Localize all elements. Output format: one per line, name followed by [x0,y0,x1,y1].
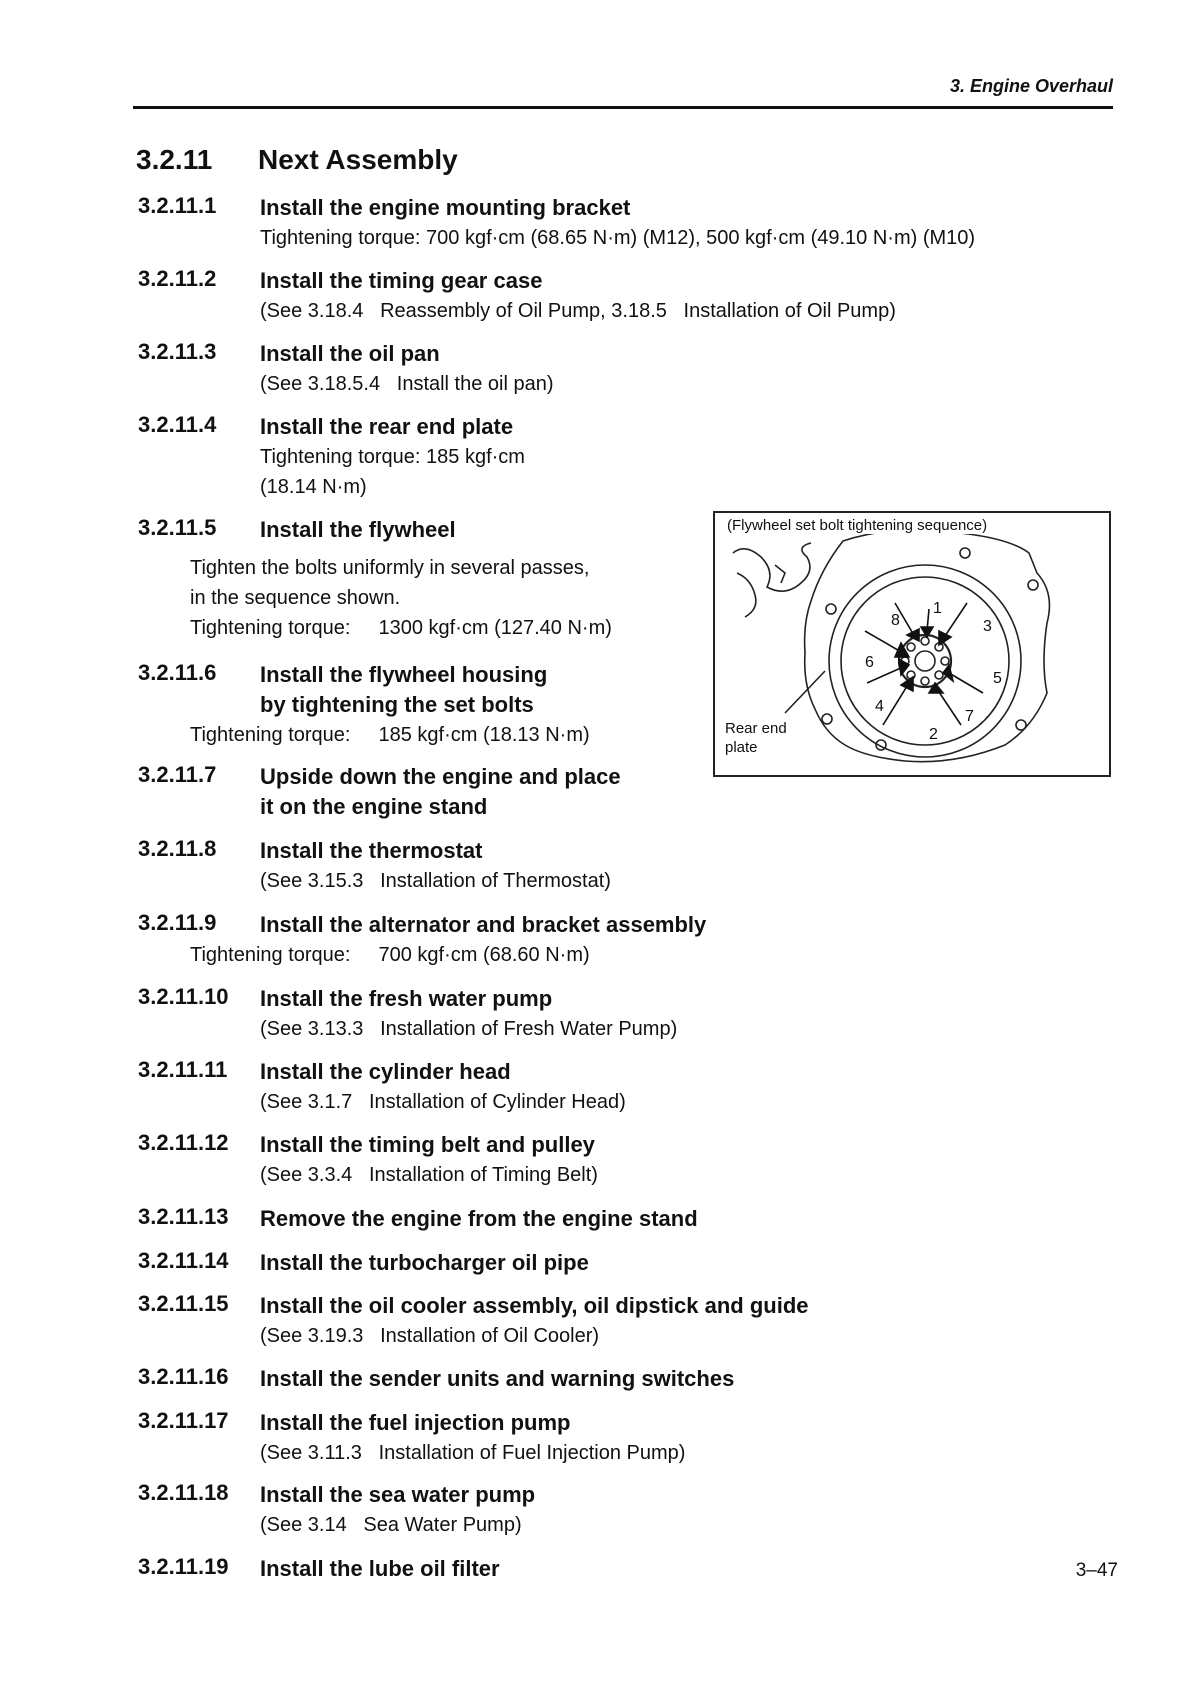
flywheel-center [915,651,935,671]
torque-value: 1300 kgf·cm (127.40 N·m) [378,617,612,639]
bolt-sequence-number: 2 [929,726,938,743]
step-lube-oil-filter [138,1554,1098,1584]
bolt-sequence-number: 8 [891,612,900,629]
step-timing-gear-case [138,266,1098,326]
rear-end-plate-label [725,719,787,757]
step-detail: (18.14 N·m) [260,476,367,498]
section-title: Next Assembly [258,144,458,175]
flywheel-outer-ring [829,565,1021,757]
torque-label: Tightening torque: [190,617,351,639]
engine-block-outline [733,543,811,591]
torque-label: Tightening torque: [190,724,351,746]
header-rule [133,106,1113,109]
step-detail: Tightening torque: 185 kgf·cm [260,446,525,468]
bolt-sequence-number: 3 [983,618,992,635]
step-title: Install the fuel injection pump [260,1410,571,1435]
step-detail: (See 3.13.3 Installation of Fresh Water Pump) [260,1018,678,1040]
step-detail: Tighten the bolts uniformly in several passes, [190,557,590,579]
step-detail: (See 3.1.7 Installation of Cylinder Head) [260,1091,626,1113]
torque-value: 185 kgf·cm (18.13 N·m) [378,724,590,746]
step-title: Install the flywheel housing [260,662,548,687]
step-number: 3.2.11.2 [138,266,217,291]
step-title: Install the sender units and warning switches [260,1366,735,1391]
step-timing-belt [138,1130,1098,1190]
page-number: 3–47 [1075,1560,1118,1581]
step-turbocharger-oil-pipe [138,1248,1098,1278]
step-title: Install the rear end plate [260,414,514,439]
step-cylinder-head [138,1057,1098,1117]
step-number: 3.2.11.6 [138,660,217,685]
step-sender-units [138,1364,1098,1394]
step-title-continued: it on the engine stand [260,794,488,819]
step-number: 3.2.11.16 [138,1364,229,1389]
step-rear-end-plate [138,412,1098,502]
step-detail: (See 3.18.4 Reassembly of Oil Pump, 3.18.5 Installation of Oil Pump) [260,300,896,322]
step-alternator [138,910,1098,970]
step-detail: (See 3.3.4 Installation of Timing Belt) [260,1164,598,1186]
step-detail: (See 3.15.3 Installation of Thermostat) [260,870,611,892]
step-remove-engine [138,1204,1098,1234]
torque-spec [190,940,1098,970]
step-title: Install the cylinder head [260,1059,511,1084]
step-title: Install the oil pan [260,341,440,366]
bolt-sequence-number: 7 [965,708,974,725]
step-title: Install the flywheel [260,517,456,542]
step-number: 3.2.11.17 [138,1408,229,1433]
step-number: 3.2.11.19 [138,1554,229,1579]
rear-end-plate-label-line1: Rear end [725,720,787,737]
step-title: Install the timing belt and pulley [260,1132,595,1157]
rear-end-plate-label-line2: plate [725,739,758,756]
step-detail: (See 3.11.3 Installation of Fuel Injection Pump) [260,1442,686,1464]
step-title: Remove the engine from the engine stand [260,1206,698,1231]
step-detail: (See 3.14 Sea Water Pump) [260,1514,522,1536]
flywheel-figure [713,511,1111,777]
step-title: Install the alternator and bracket assembly [260,912,707,937]
step-number: 3.2.11.12 [138,1130,229,1155]
step-number: 3.2.11.7 [138,762,217,787]
step-number: 3.2.11.11 [138,1057,228,1082]
step-number: 3.2.11.10 [138,984,229,1009]
step-number: 3.2.11.4 [138,412,217,437]
step-thermostat [138,836,1098,896]
bolt-sequence-number: 1 [933,600,942,617]
step-number: 3.2.11.5 [138,515,217,540]
running-header: 3. Engine Overhaul [949,76,1113,96]
section-number: 3.2.11 [136,144,213,175]
step-number: 3.2.11.3 [138,339,217,364]
step-title: Install the oil cooler assembly, oil dipstick and guide [260,1293,809,1318]
step-number: 3.2.11.9 [138,910,217,935]
bolt-sequence-number: 5 [993,670,1002,687]
step-title: Upside down the engine and place [260,764,621,789]
step-title-continued: by tightening the set bolts [260,692,534,717]
step-number: 3.2.11.18 [138,1480,229,1505]
torque-label: Tightening torque: [190,944,351,966]
bolt-sequence-number: 4 [875,698,884,715]
torque-value: 700 kgf·cm (68.60 N·m) [378,944,590,966]
step-engine-mounting-bracket [138,193,1098,253]
step-title: Install the thermostat [260,838,483,863]
step-fuel-injection-pump [138,1408,1098,1468]
step-detail: Tightening torque: 700 kgf·cm (68.65 N·m) (M12), 500 kgf·cm (49.10 N·m) (M10) [260,227,976,249]
step-detail: (See 3.19.3 Installation of Oil Cooler) [260,1325,600,1347]
step-title: Install the sea water pump [260,1482,536,1507]
step-title: Install the turbocharger oil pipe [260,1250,589,1275]
step-title: Install the timing gear case [260,268,543,293]
step-number: 3.2.11.8 [138,836,217,861]
bolt-sequence-number: 6 [865,654,874,671]
step-title: Install the lube oil filter [260,1556,500,1581]
step-number: 3.2.11.1 [138,193,217,218]
step-sea-water-pump [138,1480,1098,1540]
step-oil-pan [138,339,1098,399]
step-detail: (See 3.18.5.4 Install the oil pan) [260,373,554,395]
figure-caption: (Flywheel set bolt tightening sequence) [727,517,988,534]
step-number: 3.2.11.15 [138,1291,229,1316]
step-fresh-water-pump [138,984,1098,1044]
step-title: Install the fresh water pump [260,986,553,1011]
step-title: Install the engine mounting bracket [260,195,631,220]
step-number: 3.2.11.14 [138,1248,229,1273]
step-number: 3.2.11.13 [138,1204,229,1229]
step-detail: in the sequence shown. [190,587,401,609]
step-oil-cooler [138,1291,1098,1351]
